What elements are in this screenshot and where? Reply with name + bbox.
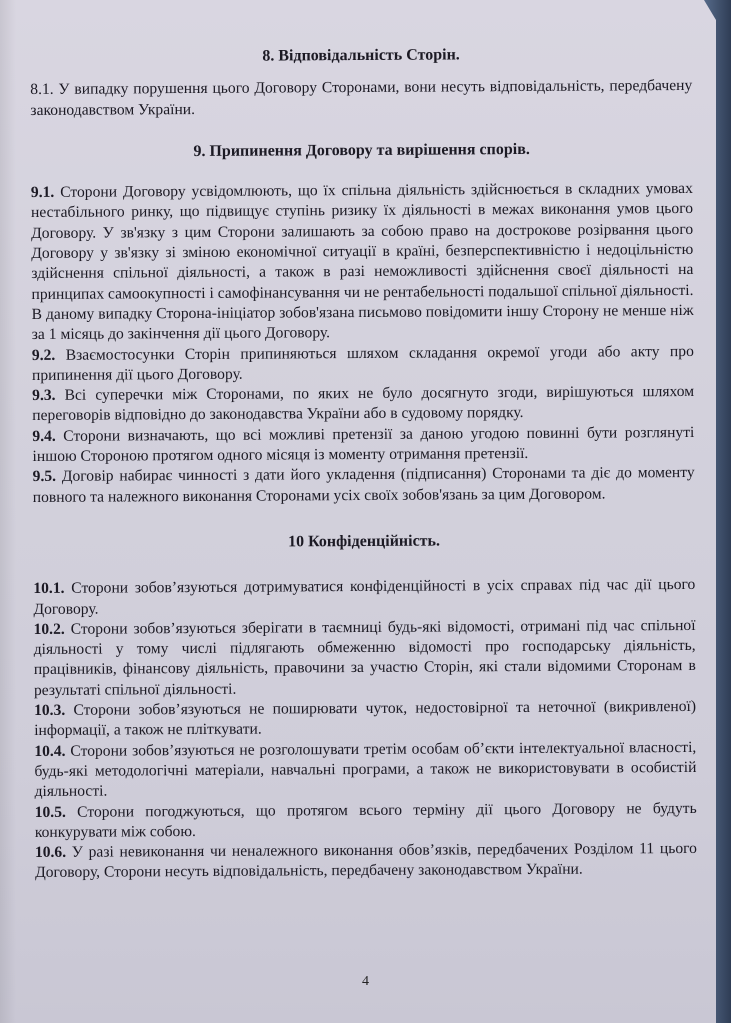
clause <box>32 342 694 387</box>
clause-number: 10.1. <box>33 580 65 598</box>
document-page <box>30 44 697 884</box>
clause <box>35 798 697 843</box>
clause-number: 9.5. <box>32 468 57 486</box>
clause-number: 10.4. <box>34 742 66 760</box>
clause-text: У випадку порушення цього Договору Сторонами, вони несуть відповідальність, передбачену законодавством України. <box>30 77 693 119</box>
clause-text: Всі суперечки між Сторонами, по яких не було досягнуто згоди, вирішуються шляхом переговорів відповідно до законодавства України або в судовому порядку. <box>32 383 695 425</box>
clause-text: Сторони зобов’язуються зберігати в таємниці будь-які відомості, отримані під час спільної діяльності у тому числі підлягають обмеженню відомості про господарську діяльність, працівників, фінансову діяльність, правочини за участю Сторін, які стали відомими Сторонам в результаті спільної діяльності. <box>33 616 696 699</box>
clause-text: Сторони визначають, що всі можливі претензії за даною угодою повинні бути розглянуті іншою Стороною протягом одного місяця із моменту отримання претензії. <box>32 423 695 466</box>
clause-text: У разі невиконання чи неналежного виконання обов’язків, передбачених Розділом 11 цього Договору, Сторони несуть відповідальність, передбачену законодавством України. <box>34 840 697 882</box>
clause-number: 8.1. <box>30 81 54 99</box>
clause <box>32 423 694 468</box>
clause-number: 10.6. <box>34 843 67 862</box>
clause <box>33 616 695 701</box>
clause-text: Сторони зобов’язуються не розголошувати третім особам об’єкти інтелектуальної власності, будь-які методологічні матеріали, навчальні програми, а також не використовувати в особистій діяльності. <box>34 738 697 801</box>
clause-number: 10.2. <box>33 620 65 638</box>
section-heading: 8. Відповідальність Сторін. <box>262 46 460 65</box>
clause <box>31 179 694 345</box>
page-edge-shadow <box>0 0 16 1023</box>
clause-number: 10.3. <box>33 701 66 720</box>
clause-number: 9.2. <box>31 346 56 364</box>
clause-text: Сторони погоджуються, що протягом всього терміну дії цього Договору не будуть конкурувати між собою. <box>34 799 697 841</box>
clause-text: Взаємостосунки Сторін припиняються шляхом складання окремої угоди або акту про припинення дії цього Договору. <box>31 342 694 384</box>
clause-number: 9.1. <box>30 184 55 202</box>
clause <box>33 575 695 620</box>
clause <box>32 382 694 427</box>
clause <box>34 697 696 742</box>
section-heading: 9. Припинення Договору та вирішення спорів. <box>193 140 530 160</box>
clause <box>30 76 692 121</box>
clause <box>34 738 696 803</box>
clause-number: 10.5. <box>34 803 66 821</box>
clause-text: Договір набирає чинності з дати його укладення (підписання) Сторонами та діє до моменту повного та належного виконання Сторонами усіх своїх зобов'язань за цим Договором. <box>32 464 695 506</box>
clause-number: 9.4. <box>32 427 56 445</box>
page-number: 4 <box>362 974 369 989</box>
section-heading: 10 Конфіденційність. <box>288 532 441 551</box>
clause-text: Сторони зобов’язуються не поширювати чуток, недостовірної та неточної (викривленої) інформації, а також не пліткувати. <box>34 697 697 740</box>
clause <box>35 839 697 884</box>
clause-text: Сторони зобов’язуються дотримуватися конфіденційності в усіх справах під час дії цього Договору. <box>33 576 696 618</box>
clause-number: 9.3. <box>32 387 56 405</box>
clause-text: Сторони Договору усвідомлюють, що їх спільна діяльність здійснюється в складних умовах нестабільного ринку, що підвищує ступінь ризику їх діяльності в межах виконання умов цього Договору. У зв'язку з цим Сторони залишають за собою право на дострокове розірвання цього Договору у зв'язку зі зміною економічної ситуації в країні, безперспективністю і недоцільністю здійснення спільної діяльності, а також в разі неможливості здійснення своєї діяльності на принципах самоокупності і самофінансування чи не рентабельності подальшої спільної діяльності. В даному випадку Сторона-ініціатор зобов'язана письмово повідомити іншу Сторону не менше ніж за 1 місяць до закінчення дії цього Договору. <box>30 180 694 344</box>
clause <box>33 463 695 508</box>
